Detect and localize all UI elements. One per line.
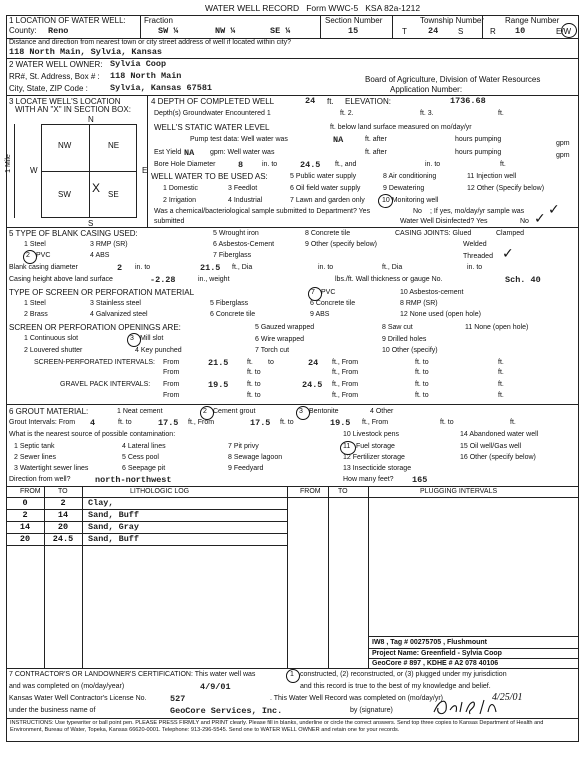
screen-9: 9 ABS (310, 311, 330, 318)
contam-10: 10 Livestock pens (343, 431, 400, 438)
gp-ft: ft. to (247, 381, 261, 388)
yield-gpm: gpm: Well water was (210, 149, 275, 156)
bore-in2: in. to (425, 161, 441, 168)
yield-hours: hours pumping (455, 149, 502, 156)
spi-from: 21.5 (208, 358, 229, 368)
use-label: WELL WATER TO BE USED AS: (151, 172, 268, 181)
spi-to-label: to (268, 359, 274, 366)
spi-ft4: ft. (498, 359, 504, 366)
use-8: 8 Air conditioning (383, 173, 437, 180)
diam-in: in. to (135, 264, 151, 271)
address-value: 118 North Main (110, 71, 182, 81)
gw2: ft. 2. (340, 110, 354, 117)
dir-label: Direction from well? (9, 476, 71, 483)
gp-label: GRAVEL PACK INTERVALS: (60, 381, 151, 388)
joints-threaded: Threaded (463, 253, 493, 260)
cert-1-num: 1 (290, 671, 294, 678)
chem-no: No (413, 208, 422, 215)
chem-rest: ; If yes, mo/day/yr sample was (430, 208, 525, 215)
divider (147, 95, 148, 227)
yield-gpm2: gpm (556, 152, 570, 159)
spi-ft2: ft., From (332, 359, 359, 366)
application-label: Application Number: (390, 85, 463, 94)
log-to: 14 (57, 510, 69, 520)
spi-ft8: ft. (498, 369, 504, 376)
spi-ft: ft. (247, 359, 253, 366)
project-note-2: Project Name: Greenfield - Sylvia Coop (372, 650, 502, 657)
casing-8: 8 Concrete tile (305, 230, 351, 237)
fraction-label: Fraction (144, 16, 173, 25)
yield-label: Est Yield (154, 149, 182, 156)
log-litho: Sand, Buff (88, 534, 140, 544)
casing-6: 6 Asbestos-Cement (213, 241, 275, 248)
county-label: County: (9, 26, 37, 35)
screen-7-num: 7 (311, 289, 315, 296)
use-7: 7 Lawn and garden only (290, 197, 365, 204)
spi-ft3: ft. to (415, 359, 429, 366)
board-text: Board of Agriculture, Division of Water Resources (365, 75, 541, 84)
spi-label: SCREEN-PERFORATED INTERVALS: (34, 359, 155, 366)
casing-4: 4 ABS (90, 252, 110, 259)
gi-ft2: ft., From (188, 419, 215, 426)
quad-ne: NE (108, 141, 120, 150)
log-to: 20 (57, 522, 69, 532)
gw-label: Depth(s) Groundwater Encountered 1 (154, 110, 271, 117)
gi-3: 17.5 (250, 418, 271, 428)
contam-label: What is the nearest source of possible contamination: (9, 431, 176, 438)
s7-header: 7 CONTRACTOR'S OR LANDOWNER'S CERTIFICATION: This water well was (9, 671, 256, 678)
screen-2: 2 Brass (24, 311, 48, 318)
distance-value: 118 North Main, Sylvia, Kansas (9, 47, 163, 57)
elevation-value: 1736.68 (450, 96, 486, 106)
grout-2-num: 2 (203, 408, 207, 415)
instructions-text: INSTRUCTIONS: Use typewriter or ball point pen. PLEASE PRESS FIRMLY and PRINT clearly. Please fill in blanks, underline or circle the correct answers. Send top three copies to Kansas Department of Health and Environment, Bureau of Water, Topeka, Kansas 66620-0001. Telephone: 913-296-5545. Send one to WATER WELL OWNER and retain one for your records. (10, 720, 544, 733)
gp-ft6: ft., From (332, 392, 359, 399)
gi-label: Grout Intervals: From (9, 419, 76, 426)
circle-mark-w (561, 23, 577, 38)
pump-after: ft. after (365, 136, 387, 143)
opening-1: 1 Continuous slot (24, 335, 79, 342)
divider (140, 15, 141, 38)
record-label: . This Water Well Record was completed on (mo/day/yr) (270, 695, 443, 702)
log-from: 2 (22, 510, 28, 520)
log-header-to: TO (58, 488, 68, 495)
contam-13: 13 Insecticide storage (343, 465, 412, 472)
feet-label: How many feet? (343, 476, 394, 483)
compass-w: W (30, 166, 38, 175)
screen-3: 3 Stainless steel (90, 300, 141, 307)
height-lbs: lbs./ft. Wall thickness or gauge No. (335, 276, 443, 283)
height-label: Casing height above land surface (9, 276, 113, 283)
elevation-label: ELEVATION: (345, 97, 391, 106)
contam-15: 15 Oil well/Gas well (460, 443, 522, 450)
log-header-to2: TO (338, 488, 348, 495)
address-label: RR#, St. Address, Box # : (9, 72, 100, 81)
rule (6, 404, 579, 405)
license-value: 527 (170, 694, 186, 704)
completed-label: and was completed on (mo/day/year) (9, 683, 125, 690)
use-4: 4 Industrial (228, 197, 263, 204)
bore-value: 8 (238, 160, 244, 170)
divider (320, 15, 321, 38)
fraction-1: SW ¼ (158, 26, 179, 36)
completed-value: 4/9/01 (200, 682, 231, 692)
depth-label: 4 DEPTH OF COMPLETED WELL (151, 97, 275, 106)
quad-nw: NW (58, 141, 72, 150)
col-rule (368, 486, 369, 668)
grout-4: 4 Other (370, 408, 394, 415)
township-t: T (402, 27, 407, 36)
log-header-from: FROM (20, 488, 41, 495)
screen-8: 6 Concrete tile (310, 300, 356, 307)
rule (6, 227, 579, 228)
spi-ft5: ft. to (247, 369, 261, 376)
screen-12: 12 None used (open hole) (400, 311, 481, 318)
ksa-ref: KSA 82a-1212 (365, 3, 421, 13)
project-note-1: IW8 , Tag # 00275705 , Flushmount (372, 639, 488, 646)
signature-label: by (signature) (350, 707, 393, 714)
depth-ft: ft. (327, 97, 334, 106)
dir-value: north-northwest (95, 475, 172, 485)
gp-ft5: ft. to (247, 392, 261, 399)
contam-11: Fuel storage (356, 443, 395, 450)
contam-6: 6 Seepage pit (122, 465, 166, 472)
static-rest: ft. below land surface measured on mo/day/yr (330, 124, 472, 131)
gi-4: 19.5 (330, 418, 351, 428)
bore-label: Bore Hole Diameter (154, 161, 216, 168)
contam-3: 3 Watertight sewer lines (14, 465, 89, 472)
gp-ft2: ft., From (332, 381, 359, 388)
section-box-vline (89, 124, 90, 218)
gp-ft8: ft. (498, 392, 504, 399)
spi-to: 24 (308, 358, 319, 368)
screen-7: PVC (321, 289, 336, 296)
pump-value: NA (333, 135, 344, 145)
contam-2: 2 Sewer lines (14, 454, 57, 461)
depth-value: 24 (305, 96, 316, 106)
feet-value: 165 (412, 475, 428, 485)
use-5: 5 Public water supply (290, 173, 357, 180)
grout-1: 1 Neat cement (117, 408, 163, 415)
divider (392, 15, 393, 38)
log-header-litho: LITHOLOGIC LOG (130, 488, 190, 495)
quad-se: SE (108, 190, 119, 199)
col-rule (328, 486, 329, 668)
diam-in2: in. to (318, 264, 334, 271)
gi-2: 17.5 (158, 418, 179, 428)
pump-hours: hours pumping (455, 136, 502, 143)
use-12: 12 Other (Specify below) (467, 185, 545, 192)
section-value: 15 (348, 26, 359, 36)
gi-1: 4 (90, 418, 96, 428)
city-label: City, State, ZIP Code : (9, 84, 88, 93)
height-value: -2.28 (150, 275, 176, 285)
log-litho: Sand, Gray (88, 522, 140, 532)
use-3: 3 Feedlot (228, 185, 258, 192)
joints-label: CASING JOINTS: Glued (395, 230, 472, 237)
checkmark-icon: ✓ (534, 211, 546, 227)
gi-ft6: ft. (510, 419, 516, 426)
gp-to: 24.5 (302, 380, 323, 390)
checkmark-icon: ✓ (548, 202, 560, 218)
s5-header: 5 TYPE OF BLANK CASING USED: (9, 229, 138, 238)
screen-5: 5 Fiberglass (210, 300, 249, 307)
bore-ft: ft. (500, 161, 506, 168)
signature-image (430, 696, 505, 718)
compass-s: S (88, 219, 94, 228)
static-label: WELL'S STATIC WATER LEVEL (154, 123, 270, 132)
mile-bar (14, 124, 15, 218)
range-ew: E/W (556, 27, 572, 36)
joints-welded: Welded (463, 241, 487, 248)
col-rule (82, 486, 83, 668)
opening-3: Mill slot (140, 335, 164, 342)
gi-ft5: ft. to (440, 419, 454, 426)
rule (6, 545, 287, 546)
opening-3-num: 3 (130, 335, 134, 342)
contam-7: 7 Pit privy (228, 443, 259, 450)
gp-ft3: ft. to (415, 381, 429, 388)
use-2: 2 Irrigation (163, 197, 197, 204)
s2-header: 2 WATER WELL OWNER: (9, 60, 103, 69)
gp-ft4: ft. (498, 381, 504, 388)
range-r: R (490, 27, 496, 36)
location-mark: X (92, 181, 101, 195)
screen-10: 10 Asbestos-cement (400, 289, 464, 296)
record-date: 4/25/01 (492, 692, 523, 703)
bore-to-value: 24.5 (300, 160, 321, 170)
divider (482, 15, 483, 38)
compass-e: E (142, 166, 148, 175)
county-value: Reno (48, 26, 69, 36)
contam-12: 12 Fertilizer storage (343, 454, 405, 461)
contam-16: 16 Other (specify below) (460, 454, 536, 461)
opening-4: 4 Key punched (135, 347, 182, 354)
screen-1: 1 Steel (24, 300, 46, 307)
gw-ft: ft. (498, 110, 504, 117)
opening-9: 9 Drilled holes (382, 336, 427, 343)
rule (368, 648, 579, 649)
spi-from-label: From (163, 359, 180, 366)
diam-label: Blank casing diameter (9, 264, 78, 271)
diam-to: 21.5 (200, 263, 221, 273)
fraction-3: SE ¼ (270, 26, 291, 36)
casing-2-num: 2 (26, 252, 30, 259)
contam-9: 9 Feedyard (228, 465, 264, 472)
opening-11: 11 None (open hole) (465, 324, 529, 331)
diam-in3: in. to (467, 264, 483, 271)
city-value: Sylvia, Kansas 67581 (110, 83, 213, 93)
col-rule (287, 486, 288, 668)
contam-8: 8 Sewage lagoon (228, 454, 283, 461)
joints-clamped: Clamped (496, 230, 525, 237)
submitted-label: submitted (154, 218, 185, 225)
screen-11: 8 RMP (SR) (400, 300, 438, 307)
rule (6, 718, 579, 719)
gw3: ft. 3. (420, 110, 434, 117)
gi-ft: ft. to (118, 419, 132, 426)
use-9: 9 Dewatering (383, 185, 425, 192)
chem-label: Was a chemical/bacteriological sample submitted to Department? Yes (154, 208, 371, 215)
grout-2: Cement grout (213, 408, 256, 415)
screen-6: 6 Concrete tile (210, 311, 256, 318)
diam-value: 2 (117, 263, 123, 273)
title-text: WATER WELL RECORD (205, 3, 300, 13)
rule (368, 636, 579, 637)
license-label: Kansas Water Well Contractor's License No. (9, 695, 147, 702)
diam-ft: ft., Dia (232, 264, 253, 271)
distance-label: Distance and direction from nearest town or city street address of well if located within city? (9, 39, 292, 46)
range-value: 10 (515, 26, 526, 36)
sch-value: Sch. 40 (505, 275, 541, 285)
contam-14: 14 Abandoned water well (460, 431, 539, 438)
spi-from-label2: From (163, 369, 180, 376)
casing-5: 5 Wrought iron (213, 230, 259, 237)
use-11: 11 Injection well (467, 173, 517, 180)
gp-from-label: From (163, 381, 180, 388)
cert-opts: constructed, (2) reconstructed, or (3) plugged under my jurisdiction (300, 671, 507, 678)
s1-header: 1 LOCATION OF WATER WELL: (9, 16, 126, 25)
gp-ft7: ft. to (415, 392, 429, 399)
log-from: 0 (22, 498, 28, 508)
disinfected-label: Water Well Disinfected? Yes (400, 218, 488, 225)
s6-header: 6 GROUT MATERIAL: (9, 407, 89, 416)
business-label: under the business name of (9, 707, 96, 714)
use-1: 1 Domestic (163, 185, 199, 192)
log-litho: Sand, Buff (88, 510, 140, 520)
s3-header-1: 3 LOCATE WELL'S LOCATION (9, 97, 121, 106)
spi-ft7: ft. to (415, 369, 429, 376)
s3-header-2: WITH AN "X" IN SECTION BOX: (15, 105, 131, 114)
checkmark-icon: ✓ (502, 246, 514, 262)
form-code: Form WWC-5 (306, 3, 359, 13)
log-to: 2 (60, 498, 66, 508)
bore-and: ft., and (335, 161, 357, 168)
casing-9: 9 Other (specify below) (305, 241, 377, 248)
rule (6, 486, 579, 487)
casing-2: PVC (36, 252, 51, 259)
opening-8: 8 Saw cut (382, 324, 413, 331)
gi-ft3: ft. to (280, 419, 294, 426)
diam-ft2: ft., Dia (382, 264, 403, 271)
opening-2: 2 Louvered shutter (24, 347, 83, 354)
pump-gpm: gpm (556, 140, 570, 147)
section-label: Section Number (325, 16, 383, 25)
rule (6, 95, 579, 96)
grout-3: Bentonite (309, 408, 339, 415)
log-header-plug: PLUGGING INTERVALS (420, 488, 498, 495)
disinfected-no: No (520, 218, 529, 225)
rule (368, 658, 579, 659)
contam-1: 1 Septic tank (14, 443, 55, 450)
owner-value: Sylvia Coop (110, 59, 167, 69)
pump-label: Pump test data: Well water was (190, 136, 288, 143)
casing-7: 7 Fiberglass (213, 252, 252, 259)
gp-from: 19.5 (208, 380, 229, 390)
log-litho: Clay, (88, 498, 114, 508)
opening-10: 10 Other (specify) (382, 347, 438, 354)
township-label: Township Number (420, 16, 485, 25)
fraction-2: NW ¼ (215, 26, 236, 36)
screen-4: 4 Galvanized steel (90, 311, 148, 318)
grout-3-num: 3 (299, 408, 303, 415)
log-from: 14 (19, 522, 31, 532)
completed-rest: and this record is true to the best of my knowledge and belief. (300, 683, 491, 690)
rule (6, 58, 579, 59)
casing-3: 3 RMP (SR) (90, 241, 128, 248)
log-to: 24.5 (52, 534, 74, 544)
log-from: 20 (19, 534, 31, 544)
use-10: 10 Monitoring well (382, 197, 439, 204)
opening-5: 5 Gauzed wrapped (255, 324, 315, 331)
form-title (205, 4, 420, 13)
gp-from-label2: From (163, 392, 180, 399)
township-s: S (458, 27, 464, 36)
range-label: Range Number (505, 16, 560, 25)
openings-label: SCREEN OR PERFORATION OPENINGS ARE: (9, 323, 181, 332)
township-value: 24 (428, 26, 439, 36)
opening-7: 7 Torch cut (255, 347, 290, 354)
project-note-3: GeoCore # 897 , KDHE # A2 078 40106 (372, 660, 499, 667)
bore-in: in. to (262, 161, 278, 168)
business-value: GeoCore Services, Inc. (170, 706, 283, 716)
spi-ft6: ft., From (332, 369, 359, 376)
opening-6: 6 Wire wrapped (255, 336, 305, 343)
contam-11-num: 11 (343, 443, 351, 450)
contam-4: 4 Lateral lines (122, 443, 166, 450)
yield-after: ft. after (365, 149, 387, 156)
circle-mark-10 (378, 194, 393, 208)
gi-ft4: ft., From (362, 419, 389, 426)
casing-1: 1 Steel (24, 241, 46, 248)
screen-label: TYPE OF SCREEN OR PERFORATION MATERIAL (9, 288, 195, 297)
log-header-from2: FROM (300, 488, 321, 495)
mile-label: 1 Mile (4, 154, 12, 173)
yield-value: NA (184, 148, 195, 158)
height-in: in., weight (198, 276, 230, 283)
compass-n: N (88, 115, 94, 124)
quad-sw: SW (58, 190, 71, 199)
contam-5: 5 Cess pool (122, 454, 159, 461)
use-6: 6 Oil field water supply (290, 185, 361, 192)
